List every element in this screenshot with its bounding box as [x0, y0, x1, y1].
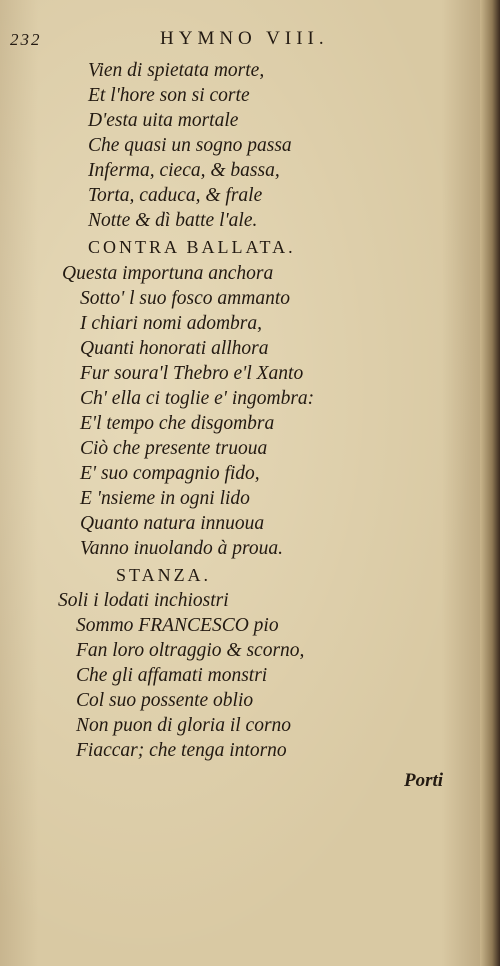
verse-line: Quanto natura innuoua — [80, 513, 265, 534]
verse-line: Questa importuna anchora — [62, 263, 274, 284]
verse-line: Ciò che presente truoua — [80, 438, 268, 459]
verse-line: E 'nsieme in ogni lido — [80, 488, 250, 509]
verse-line: Quanti honorati allhora — [80, 338, 269, 359]
verse-line: Non puon di gloria il corno — [76, 715, 292, 736]
verse-line: D'esta uita mortale — [88, 110, 239, 131]
verse-line: Torta, caduca, & frale — [88, 185, 263, 206]
verse-line: E'l tempo che disgombra — [80, 413, 275, 434]
verse-line: Vien di spietata morte, — [88, 60, 265, 81]
verse-line: Sotto' l suo fosco ammanto — [80, 288, 291, 309]
verse-line: I chiari nomi adombra, — [80, 313, 262, 334]
running-title: HYMNO VIII. — [160, 28, 329, 49]
section-heading: STANZA. — [116, 565, 212, 585]
verse-line: Fur soura'l Thebro e'l Xanto — [80, 363, 304, 384]
verse-line: Et l'hore son si corte — [88, 85, 250, 106]
verse-line: Inferma, cieca, & bassa, — [88, 160, 280, 181]
verse-line: Notte & dì batte l'ale. — [88, 210, 258, 231]
verse-line: E' suo compagnio fido, — [80, 463, 260, 484]
page-header — [10, 26, 480, 56]
verse-line: Che gli affamati monstri — [76, 665, 268, 686]
verse-line: Ch' ella ci toglie e' ingombra: — [80, 388, 315, 409]
verse-line: Fiaccar; che tenga intorno — [76, 740, 287, 761]
verse-line: Fan loro oltraggio & scorno, — [76, 640, 305, 661]
verse-line: Vanno inuolando à proua. — [80, 538, 283, 559]
page-edge — [480, 0, 500, 966]
verse-line: Col suo possente oblio — [76, 690, 254, 711]
page-number: 232 — [10, 30, 42, 49]
verse-line: Sommo FRANCESCO pio — [76, 615, 279, 636]
catchword: Porti — [404, 770, 444, 791]
verse-line: Che quasi un sogno passa — [88, 135, 292, 156]
verse-line: Soli i lodati inchiostri — [58, 590, 229, 611]
section-heading: CONTRA BALLATA. — [88, 237, 296, 257]
